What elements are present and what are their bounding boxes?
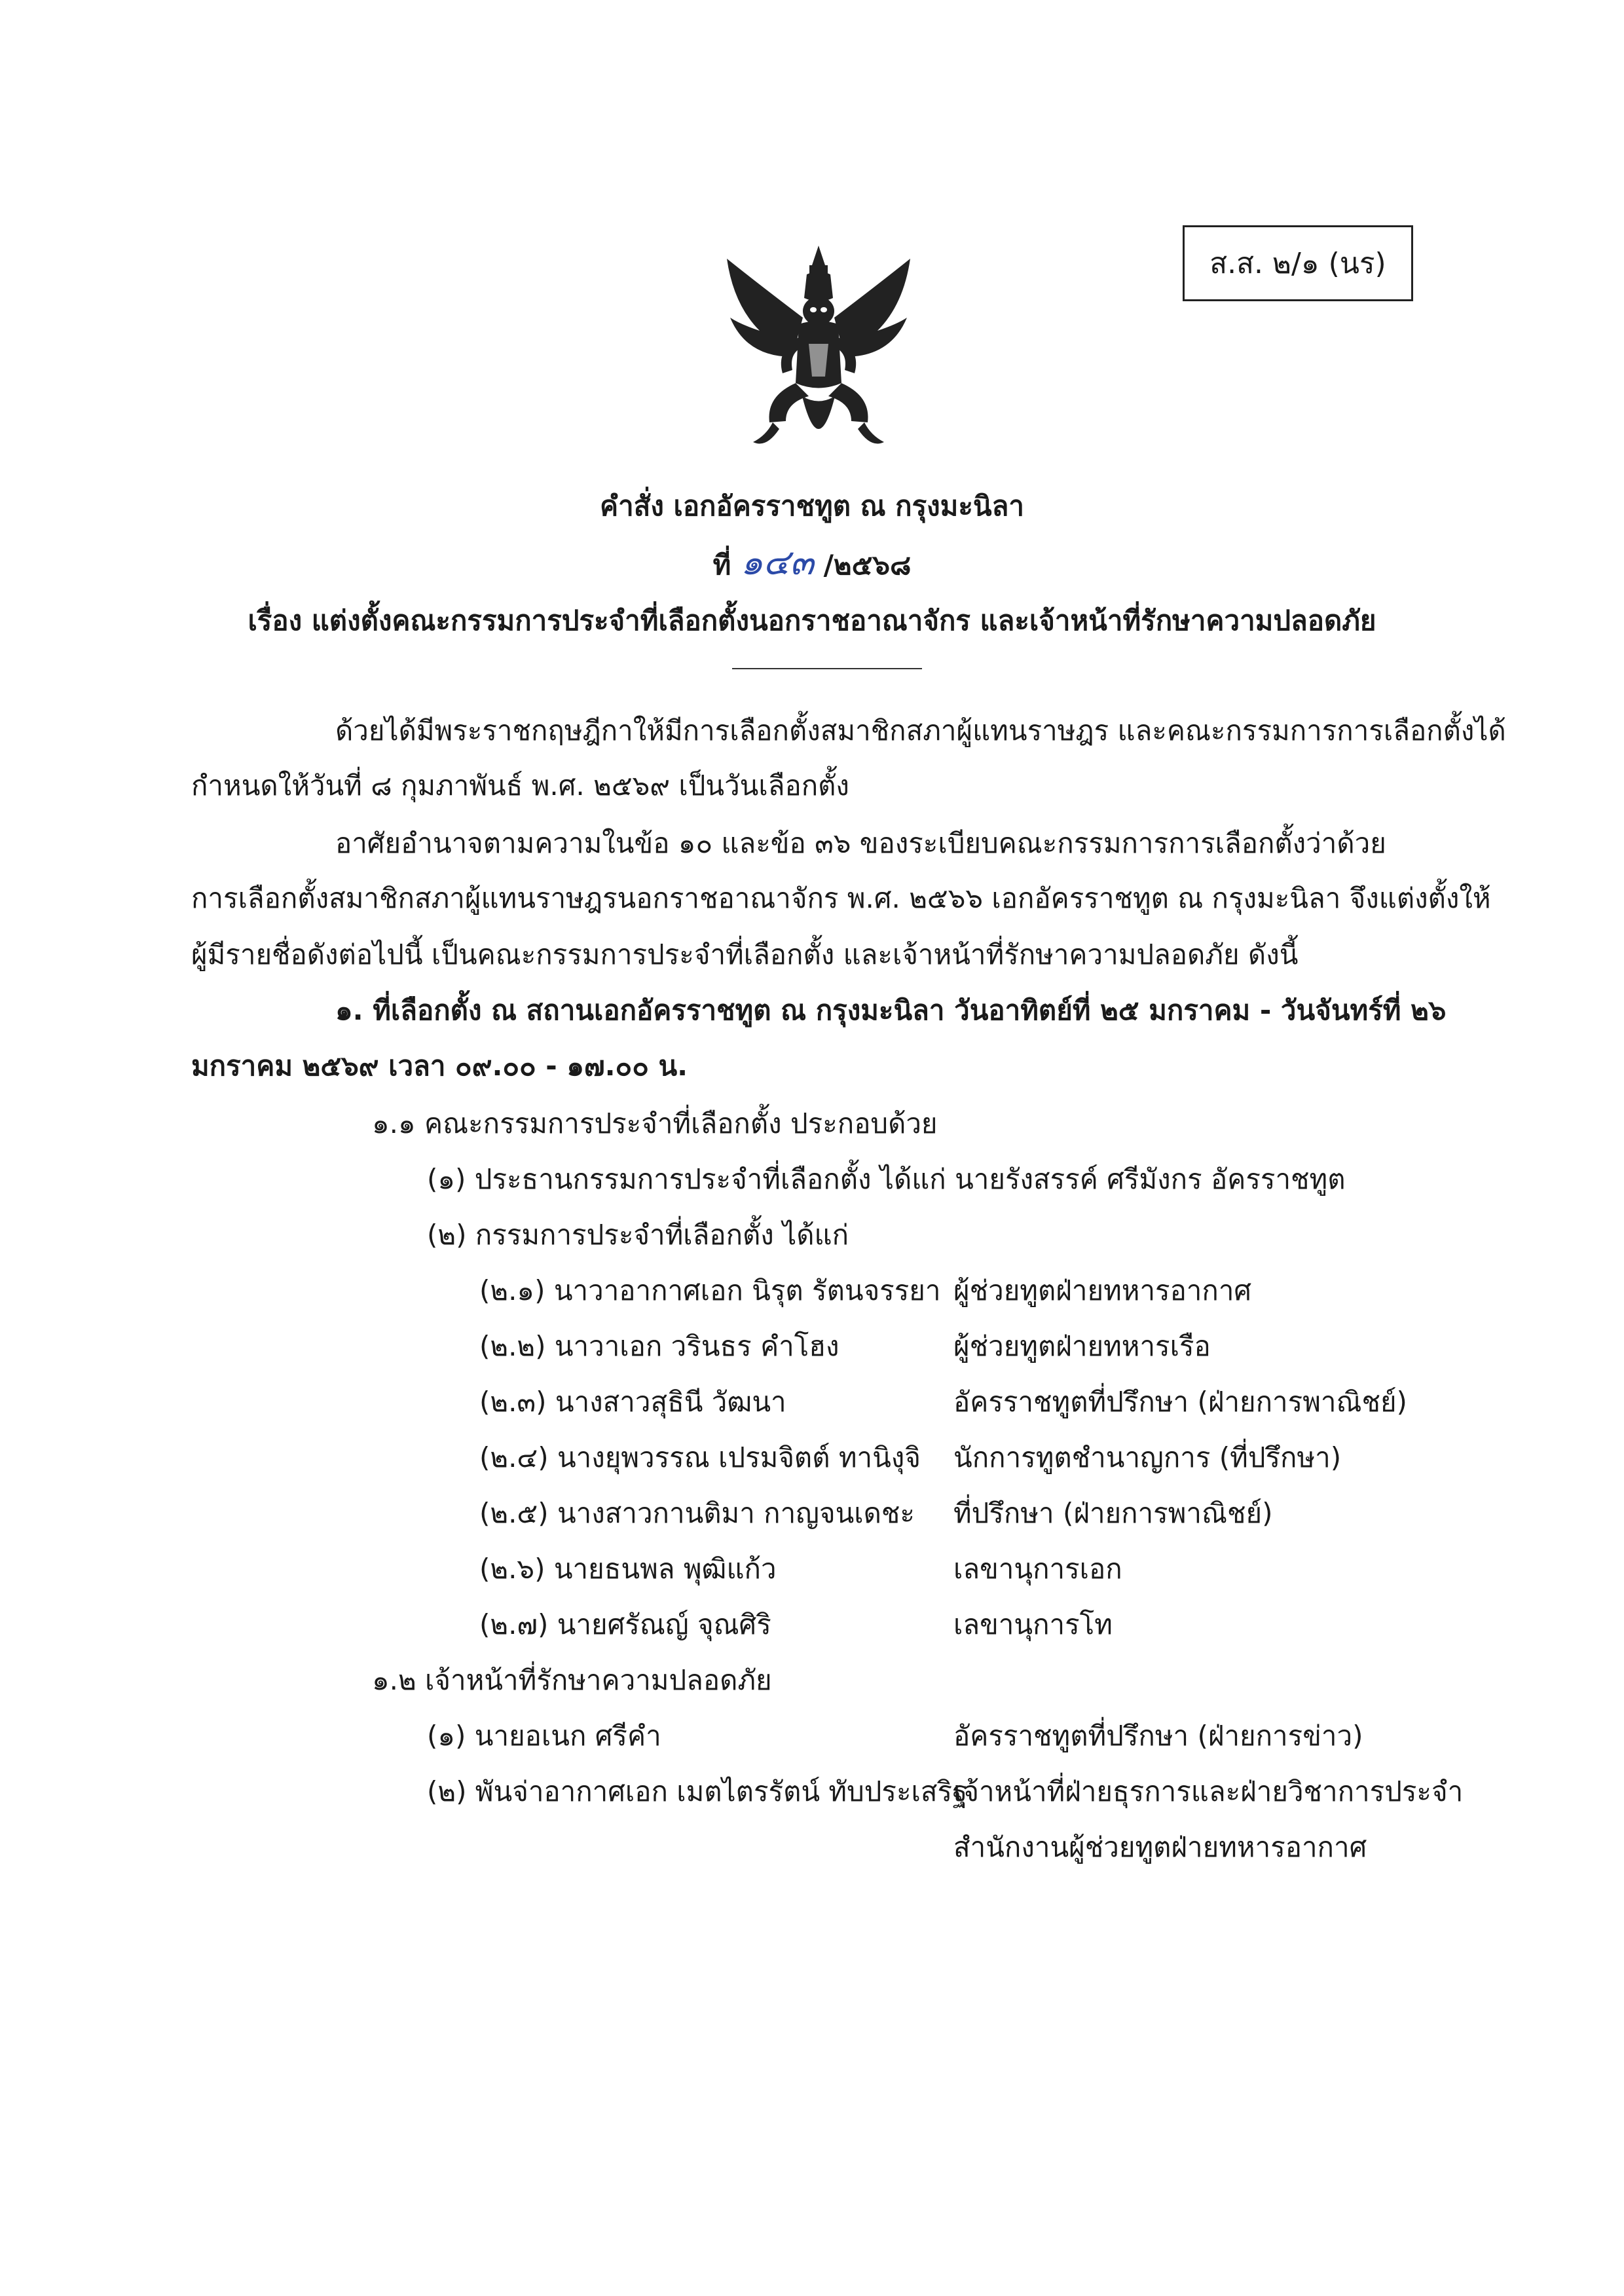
order-title: คำสั่ง เอกอัครราชทูต ณ กรุงมะนิลา bbox=[600, 490, 1024, 522]
member-name: (๒.๖) นายธนพล พุฒิแก้ว bbox=[479, 1553, 777, 1585]
title-divider bbox=[732, 668, 922, 669]
form-code: ส.ส. ๒/๑ (นร) bbox=[1209, 247, 1386, 280]
list-item bbox=[479, 1325, 1527, 1368]
member-position: เลขานุการโท bbox=[953, 1608, 1113, 1640]
member-name: (๒.๒) นาวาเอก วรินธร คำโฮง bbox=[479, 1330, 840, 1362]
officer-position: เจ้าหน้าที่ฝ่ายธุรการและฝ่ายวิชาการประจำ bbox=[953, 1775, 1464, 1807]
officer-name: (๑) นายอเนก ศรีคำ bbox=[427, 1720, 661, 1752]
para2-line3: ผู้มีรายชื่อดังต่อไปนี้ เป็นคณะกรรมการประจำที่เลือกตั้ง และเจ้าหน้าที่รักษาความปลอดภัย ดังนี้ bbox=[191, 938, 1299, 971]
list-item bbox=[479, 1492, 1527, 1535]
member-position: เลขานุการเอก bbox=[953, 1553, 1122, 1585]
member-name: (๒.๕) นางสาวกานติมา กาญจนเดชะ bbox=[479, 1497, 915, 1529]
para1-line2: กำหนดให้วันที่ ๘ กุมภาพันธ์ พ.ศ. ๒๕๖๙ เป็นวันเลือกตั้ง bbox=[191, 769, 849, 802]
member-name: (๒.๗) นายศรัณญ์ จุณศิริ bbox=[479, 1608, 771, 1640]
section1-line2: มกราคม ๒๕๖๙ เวลา ๐๙.๐๐ - ๑๗.๐๐ น. bbox=[191, 1050, 688, 1082]
list-item bbox=[427, 1770, 1540, 1813]
garuda-emblem-icon bbox=[720, 246, 917, 462]
committee-members-heading: (๒) กรรมการประจำที่เลือกตั้ง ได้แก่ bbox=[427, 1219, 849, 1251]
officer-name: (๒) พันจ่าอากาศเอก เมตไตรรัตน์ ทับประเสริฐ bbox=[427, 1775, 968, 1807]
list-item bbox=[479, 1269, 1527, 1312]
committee-chair: (๑) ประธานกรรมการประจำที่เลือกตั้ง ได้แก่ นายรังสรรค์ ศรีมังกร อัครราชทูต bbox=[427, 1163, 1346, 1195]
member-name: (๒.๓) นางสาวสุธินี วัฒนา bbox=[479, 1386, 786, 1418]
order-number-suffix: /๒๕๖๘ bbox=[823, 549, 912, 581]
list-item bbox=[479, 1603, 1527, 1646]
section1-line1: ๑. ที่เลือกตั้ง ณ สถานเอกอัครราชทูต ณ กรุงมะนิลา วันอาทิตย์ที่ ๒๕ มกราคม - วันจันทร์ที่ ๒๖ bbox=[335, 994, 1447, 1026]
list-item bbox=[479, 1380, 1527, 1424]
member-position: นักการทูตชำนาญการ (ที่ปรึกษา) bbox=[953, 1441, 1342, 1473]
order-number-handwritten: ๑๔๓ bbox=[740, 542, 814, 583]
member-position: ผู้ช่วยทูตฝ่ายทหารเรือ bbox=[953, 1330, 1211, 1362]
list-item bbox=[479, 1547, 1527, 1591]
security-heading: ๑.๒ เจ้าหน้าที่รักษาความปลอดภัย bbox=[372, 1664, 772, 1696]
form-code-box bbox=[1183, 225, 1413, 301]
para2-line2: การเลือกตั้งสมาชิกสภาผู้แทนราษฎรนอกราชอาณาจักร พ.ศ. ๒๕๖๖ เอกอัครราชทูต ณ กรุงมะนิลา จึงแต่งตั้งให้ bbox=[191, 882, 1491, 914]
member-position: อัครราชทูตที่ปรึกษา (ฝ่ายการพาณิชย์) bbox=[953, 1386, 1407, 1418]
para2-line1: อาศัยอำนาจตามความในข้อ ๑๐ และข้อ ๓๖ ของระเบียบคณะกรรมการการเลือกตั้งว่าด้วย bbox=[335, 827, 1386, 859]
order-number-prefix: ที่ bbox=[712, 549, 731, 581]
order-subject: เรื่อง แต่งตั้งคณะกรรมการประจำที่เลือกตั้งนอกราชอาณาจักร และเจ้าหน้าที่รักษาความปลอดภัย bbox=[248, 604, 1376, 637]
member-position: ที่ปรึกษา (ฝ่ายการพาณิชย์) bbox=[953, 1497, 1273, 1529]
member-position: ผู้ช่วยทูตฝ่ายทหารอากาศ bbox=[953, 1274, 1252, 1306]
list-item bbox=[427, 1714, 1540, 1758]
officer-position-continued: สำนักงานผู้ช่วยทูตฝ่ายทหารอากาศ bbox=[953, 1831, 1367, 1863]
member-name: (๒.๔) นางยุพวรรณ เปรมจิตต์ ทานิงุจิ bbox=[479, 1441, 921, 1473]
member-name: (๒.๑) นาวาอากาศเอก นิรุต รัตนจรรยา bbox=[479, 1274, 941, 1306]
para1-line1: ด้วยได้มีพระราชกฤษฎีกาให้มีการเลือกตั้งสมาชิกสภาผู้แทนราษฎร และคณะกรรมการการเลือกตั้งได้ bbox=[335, 714, 1506, 747]
officer-position: อัครราชทูตที่ปรึกษา (ฝ่ายการข่าว) bbox=[953, 1720, 1363, 1752]
list-item bbox=[479, 1436, 1527, 1479]
committee-heading: ๑.๑ คณะกรรมการประจำที่เลือกตั้ง ประกอบด้วย bbox=[372, 1107, 938, 1139]
order-number bbox=[0, 534, 1624, 590]
